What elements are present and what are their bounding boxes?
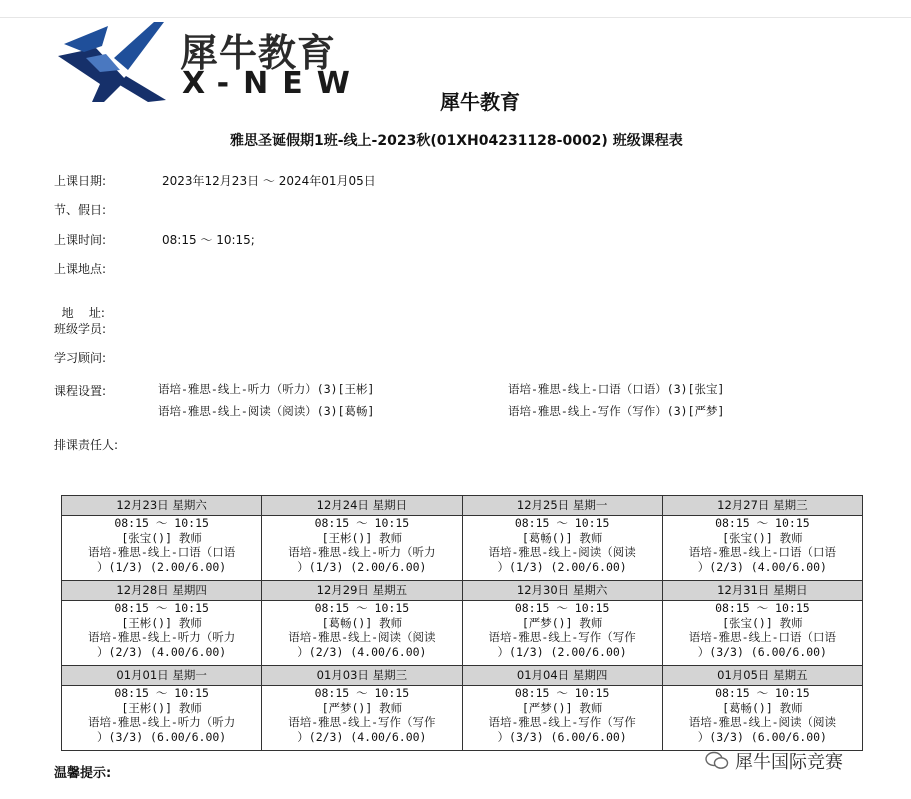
schedule-date-header: 12月27日 星期三 (662, 496, 862, 516)
session-teacher: [严梦()] 教师 (321, 700, 403, 715)
session-time: 08:15 ～ 10:15 (314, 516, 410, 530)
course-item: 语培-雅思-线上-阅读（阅读）(3)[葛畅] (158, 404, 375, 418)
session-teacher: [严梦()] 教师 (521, 700, 603, 715)
watermark-text: 犀牛国际竞赛 (735, 752, 843, 773)
session-time: 08:15 ～ 10:15 (514, 686, 610, 700)
course-title: 雅思圣诞假期1班-线上-2023秋(01XH04231128-0002) 班级课程表 (230, 133, 683, 149)
session-teacher: [王彬()] 教师 (121, 700, 202, 715)
course-item: 语培-雅思-线上-写作（写作）(3)[严梦] (508, 404, 725, 418)
schedule-cell (262, 516, 462, 581)
session-progress: ）(2/3) (4.00/6.00) (697, 559, 827, 574)
session-progress: ）(1/3) (2.00/6.00) (497, 644, 627, 659)
session-progress: ）(1/3) (2.00/6.00) (97, 559, 227, 574)
schedule-date-header: 12月25日 星期一 (462, 496, 662, 516)
logo-chinese-text: 犀牛教育 (180, 31, 337, 75)
session-course: 语培-雅思-线上-口语（口语 (87, 545, 236, 559)
session-progress: ）(3/3) (6.00/6.00) (697, 729, 827, 744)
session-progress: ）(3/3) (6.00/6.00) (97, 729, 227, 744)
session-time: 08:15 ～ 10:15 (314, 686, 410, 700)
session-course: 语培-雅思-线上-阅读（阅读 (488, 545, 636, 559)
schedule-cell (62, 516, 262, 581)
schedule-date-header: 12月31日 星期日 (662, 581, 862, 601)
session-progress: ）(2/3) (4.00/6.00) (297, 644, 427, 659)
session-progress: ）(3/3) (6.00/6.00) (497, 729, 627, 744)
session-course: 语培-雅思-线上-写作（写作 (288, 715, 436, 729)
wechat-icon (705, 751, 729, 776)
course-item: 语培-雅思-线上-口语（口语）(3)[张宝] (508, 382, 725, 396)
watermark (705, 748, 843, 776)
info-row-location (54, 260, 106, 277)
org-name: 犀牛教育 (440, 90, 520, 114)
schedule-cell (62, 686, 262, 751)
session-time: 08:15 ～ 10:15 (715, 516, 810, 530)
schedule-date-header: 01月05日 星期五 (662, 666, 862, 686)
schedule-cell (62, 601, 262, 666)
session-progress: ）(2/3) (4.00/6.00) (97, 644, 227, 659)
session-course: 语培-雅思-线上-听力（听力 (288, 545, 436, 559)
session-time: 08:15 ～ 10:15 (514, 516, 610, 530)
session-teacher: [葛畅()] 教师 (722, 700, 803, 715)
info-label: 上课时间: (54, 233, 107, 247)
schedule-date-header: 01月04日 星期四 (462, 666, 662, 686)
info-row-date (54, 172, 376, 189)
info-row-holiday (54, 201, 106, 218)
session-course: 语培-雅思-线上-听力（听力 (87, 715, 236, 729)
info-label: 节、假日: (54, 203, 107, 217)
session-course: 语培-雅思-线上-写作（写作 (488, 715, 636, 729)
schedule-date-row (62, 666, 863, 686)
info-row-time (54, 231, 255, 248)
schedule-cell (462, 686, 662, 751)
info-label: 上课日期: (54, 174, 107, 188)
session-time: 08:15 ～ 10:15 (114, 686, 209, 700)
session-teacher: [张宝()] 教师 (722, 615, 803, 630)
tip-label: 温馨提示: (54, 766, 112, 781)
course-item: 语培-雅思-线上-听力（听力）(3)[王彬] (158, 382, 375, 396)
session-course: 语培-雅思-线上-口语（口语 (688, 545, 837, 559)
info-label: 上课地点: (54, 262, 107, 276)
schedule-date-header: 12月30日 星期六 (462, 581, 662, 601)
schedule-cell (262, 686, 462, 751)
session-time: 08:15 ～ 10:15 (114, 601, 209, 615)
courses-label: 课程设置: (54, 384, 107, 398)
info-label: 班级学员: (54, 322, 107, 336)
info-value: 08:15 ～ 10:15; (162, 233, 255, 247)
session-progress: ）(3/3) (6.00/6.00) (697, 644, 827, 659)
session-course: 语培-雅思-线上-口语（口语 (688, 630, 837, 644)
schedule-cell (462, 516, 662, 581)
session-teacher: [严梦()] 教师 (521, 615, 603, 630)
schedule-session-row (62, 686, 863, 751)
schedule-session-row (62, 601, 863, 666)
session-time: 08:15 ～ 10:15 (715, 686, 810, 700)
session-time: 08:15 ～ 10:15 (514, 601, 610, 615)
session-progress: ）(1/3) (2.00/6.00) (497, 559, 627, 574)
schedule-cell (462, 601, 662, 666)
schedule-date-row (62, 581, 863, 601)
schedule-cell (662, 686, 862, 751)
schedule-date-header: 12月28日 星期四 (62, 581, 262, 601)
schedule-date-header: 12月29日 星期五 (262, 581, 462, 601)
scheduler-label: 排课责任人: (54, 438, 119, 452)
info-label: 学习顾问: (54, 351, 107, 365)
session-teacher: [王彬()] 教师 (321, 530, 403, 545)
session-teacher: [张宝()] 教师 (121, 530, 202, 545)
schedule-cell (662, 516, 862, 581)
session-teacher: [王彬()] 教师 (121, 615, 202, 630)
schedule-cell (262, 601, 462, 666)
schedule-table (61, 495, 863, 751)
info-row-advisor (54, 349, 106, 366)
schedule-date-header: 01月03日 星期三 (262, 666, 462, 686)
session-course: 语培-雅思-线上-阅读（阅读 (688, 715, 837, 729)
session-time: 08:15 ～ 10:15 (314, 601, 410, 615)
session-progress: ）(1/3) (2.00/6.00) (297, 559, 427, 574)
session-teacher: [葛畅()] 教师 (321, 615, 403, 630)
session-progress: ）(2/3) (4.00/6.00) (297, 729, 427, 744)
info-row-students (54, 320, 106, 337)
session-time: 08:15 ～ 10:15 (114, 516, 209, 530)
schedule-date-row (62, 496, 863, 516)
schedule-cell (662, 601, 862, 666)
session-course: 语培-雅思-线上-听力（听力 (87, 630, 236, 644)
session-teacher: [葛畅()] 教师 (521, 530, 603, 545)
session-teacher: [张宝()] 教师 (722, 530, 803, 545)
logo-english-text: X-NEW (182, 66, 364, 101)
schedule-date-header: 12月23日 星期六 (62, 496, 262, 516)
schedule-date-header: 01月01日 星期一 (62, 666, 262, 686)
info-value: 2023年12月23日 ～ 2024年01月05日 (162, 174, 376, 188)
schedule-date-header: 12月24日 星期日 (262, 496, 462, 516)
schedule-session-row (62, 516, 863, 581)
info-label: 地 址: (61, 306, 105, 320)
session-time: 08:15 ～ 10:15 (715, 601, 810, 615)
session-course: 语培-雅思-线上-阅读（阅读 (288, 630, 436, 644)
session-course: 语培-雅思-线上-写作（写作 (488, 630, 636, 644)
